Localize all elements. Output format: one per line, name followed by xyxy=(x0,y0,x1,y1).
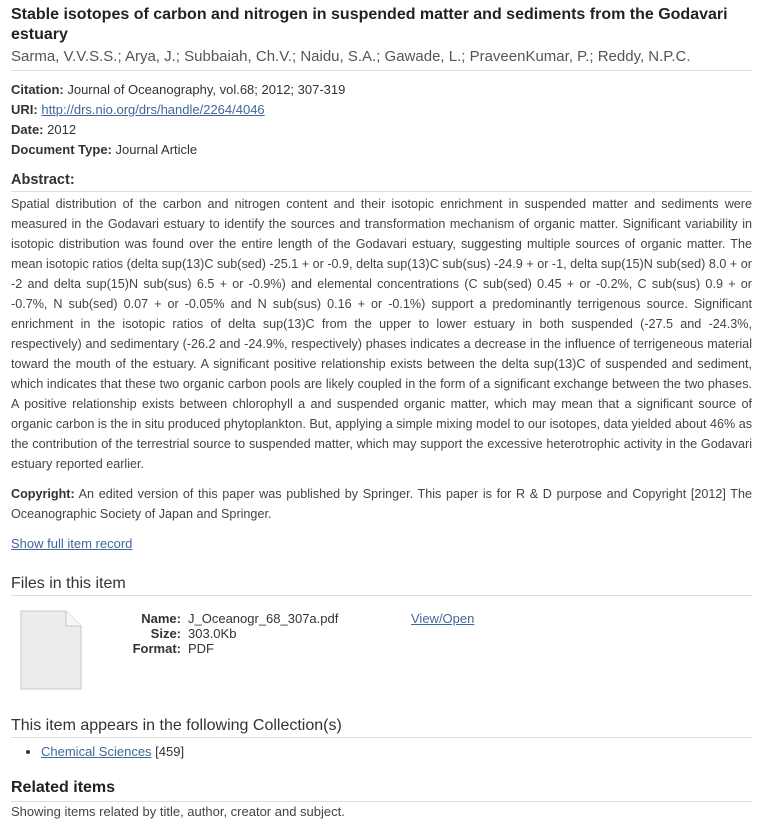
collections-heading: This item appears in the following Collection(s) xyxy=(11,716,752,738)
citation-value: Journal of Oceanography, vol.68; 2012; 307-319 xyxy=(67,82,346,97)
citation-label: Citation: xyxy=(11,82,64,97)
item-title: Stable isotopes of carbon and nitrogen in suspended matter and sediments from the Godavari estuary xyxy=(11,6,728,43)
item-metadata xyxy=(11,80,752,160)
files-heading: Files in this item xyxy=(11,574,752,596)
doctype-label: Document Type: xyxy=(11,142,112,157)
date-row xyxy=(11,120,752,140)
uri-link[interactable]: http://drs.nio.org/drs/handle/2264/4046 xyxy=(41,102,265,117)
collection-count: [459] xyxy=(155,744,185,759)
citation-row xyxy=(11,80,752,100)
collection-link[interactable]: Chemical Sciences xyxy=(41,744,152,759)
date-value: 2012 xyxy=(47,122,77,137)
related-heading: Related items xyxy=(11,779,116,796)
file-name-row xyxy=(111,611,338,626)
uri-label: URI: xyxy=(11,102,38,117)
show-full-record-link[interactable]: Show full item record xyxy=(11,536,133,551)
file-format-row xyxy=(111,641,338,656)
copyright-label: Copyright: xyxy=(11,487,75,501)
doctype-value: Journal Article xyxy=(115,142,198,157)
abstract-text: Spatial distribution of the carbon and nitrogen content and their isotopic enrichment in suspended matter and sediments were measured in the Godavari estuary to identify the sources and transformation mechanism of organic matter. Significant variability in isotopic distribution was found over the entire length of the Godavari estuary, suggesting multiple sources of organic matter. The mean isotopic ratios (delta sup(13)C sub(sed) -25.1 + or -0.9, delta sup(13)C sub(sus) -24.9 + or -1, delta sup(15)N sub(sed) 8.0 + or -2 and delta sup(15)N sub(sus) 6.5 + or -0.9%) and elemental concentrations (C sub(sed) 0.45 + or -0.2%, C sub(sus) 0.9 + or -0.7%, N sub(sed) 0.07 + or -0.05% and N sub(sus) 0.16 + or -0.1%) support a predominantly terrigenous source. Significant enrichment in the isotopic ratios of delta sup(13)C from the upper to lower estuary in both suspended (-27.5 and -24.3%, respectively) and sedimentary (-26.2 and -24.9%, respectively) phases indicates a decrease in the influence of terrigeneous material toward the mouth of the estuary. A significant positive relationship exists between the delta sup(13)C of suspended and sediment, which indicates that these two organic carbon pools are likely coupled in the form of a significant exchange between the two phases. A positive relationship exists between chlorophyll a and suspended organic matter, which may mean that a significant source of organic carbon is the in situ produced phytoplankton. But, applying a simple mixing model to our isotopes, data yielded about 46% as the contribution of the terrestrial source to suspended matter, which may support the excessive heterotrophic activity in the Godavari estuary reported earlier. xyxy=(11,197,752,471)
date-label: Date: xyxy=(11,122,44,137)
file-format-value: PDF xyxy=(188,641,214,656)
copyright-text: An edited version of this paper was published by Springer. This paper is for R & D purpose and Copyright [2012] The Oceanographic Society of Japan and Springer. xyxy=(11,487,753,521)
file-size-row xyxy=(111,626,338,641)
uri-row xyxy=(11,100,752,120)
file-format-label: Format: xyxy=(132,641,181,656)
view-open-link[interactable]: View/Open xyxy=(411,611,475,626)
file-name-label: Name: xyxy=(141,611,181,626)
item-authors: Sarma, V.V.S.S.; Arya, J.; Subbaiah, Ch.V.; Naidu, S.A.; Gawade, L.; PraveenKumar, P.; Reddy, N.P.C. xyxy=(11,47,752,71)
doctype-row xyxy=(11,140,752,160)
copyright-block xyxy=(11,484,752,524)
file-name-value: J_Oceanogr_68_307a.pdf xyxy=(188,611,339,626)
document-icon[interactable] xyxy=(20,610,82,690)
item-page xyxy=(11,0,752,822)
file-size-value: 303.0Kb xyxy=(188,626,237,641)
file-entry xyxy=(11,602,752,698)
list-item xyxy=(41,742,752,762)
collections-list xyxy=(11,742,752,762)
file-size-label: Size: xyxy=(150,626,181,641)
related-subtitle: Showing items related by title, author, creator and subject. xyxy=(11,801,752,822)
abstract-heading: Abstract: xyxy=(11,170,752,192)
file-info xyxy=(111,611,338,656)
